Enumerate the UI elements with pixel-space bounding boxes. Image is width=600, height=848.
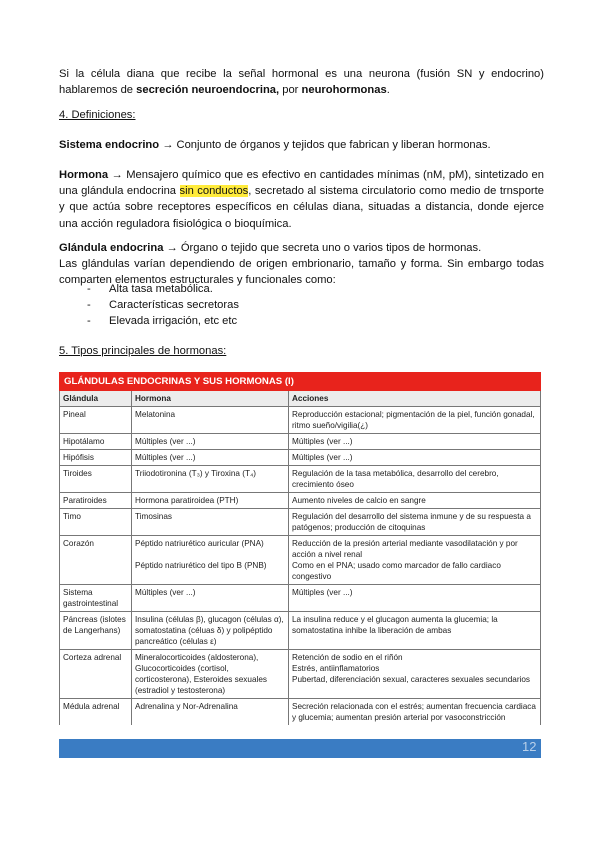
- highlighted-text: sin conductos: [179, 185, 249, 198]
- intro-bold-2: neurohormonas: [301, 84, 387, 97]
- cell-glandula: Timo: [60, 509, 132, 536]
- section-4-heading: 4. Definiciones:: [59, 109, 136, 121]
- cell-acciones: Reducción de la presión arterial mediante vasodilatación y por acción a nivel renal Como en el PNA; usado como marcador de fallo cardiaco congestivo: [289, 536, 541, 585]
- section-5-heading: 5. Tipos principales de hormonas:: [59, 345, 227, 357]
- cell-glandula: Hipotálamo: [60, 434, 132, 450]
- cell-acciones: Aumento niveles de calcio en sangre: [289, 493, 541, 509]
- arrow: →: [163, 242, 181, 254]
- cell-acciones: La insulina reduce y el glucagon aumenta la glucemia; la somatostatina inhibe la liberación de ambas: [289, 612, 541, 650]
- def-text: Conjunto de órganos y tejidos que fabrican y liberan hormonas.: [176, 139, 491, 151]
- cell-acciones: Regulación del desarrollo del sistema inmune y de su respuesta a patógenos; producción de citoquinas: [289, 509, 541, 536]
- def-sistema-endocrino: [59, 137, 544, 153]
- list-item-text: Características secretoras: [109, 299, 239, 311]
- cell-hormona: Insulina (células β), glucagon (células α), somatostatina (céluas δ) y polipéptido pancreático (células ε): [132, 612, 289, 650]
- table-header-row: [60, 391, 541, 407]
- term-sistema: Sistema endocrino: [59, 139, 160, 151]
- intro-bold-1: secreción neuroendocrina,: [136, 84, 280, 97]
- cell-acciones: Retención de sodio en el riñón Estrés, antiinflamatorios Pubertad, diferenciación sexual, caracteres sexuales secundarios: [289, 650, 541, 699]
- hormones-table: [59, 372, 541, 725]
- list-item-text: Elevada irrigación, etc etc: [109, 315, 238, 327]
- cell-glandula: Pineal: [60, 407, 132, 434]
- cell-hormona: Timosinas: [132, 509, 289, 536]
- dash-icon: -: [87, 315, 91, 327]
- cell-acciones: Múltiples (ver ...): [289, 450, 541, 466]
- cell-acciones: Reproducción estacional; pigmentación de la piel, función gonadal, ritmo sueño/vigilia(¿): [289, 407, 541, 434]
- table-body: [60, 407, 541, 726]
- cell-hormona: Melatonina: [132, 407, 289, 434]
- column-header-glandula: Glándula: [60, 391, 132, 407]
- table-row: [60, 466, 541, 493]
- def-text: Mensajero químico que es efectivo en cantidades mínimas (nM, pM), sintetizado en una glándula endocrina: [59, 169, 545, 198]
- column-header-acciones: Acciones: [289, 391, 541, 407]
- list-item: [59, 297, 239, 313]
- cell-acciones: Secreción relacionada con el estrés; aumentan frecuencia cardiaca y glucemia; aumentan presión arterial por vasoconstricción: [289, 699, 541, 726]
- table-row: [60, 407, 541, 434]
- table-row: [60, 434, 541, 450]
- table-row: [60, 536, 541, 585]
- cell-hormona: Múltiples (ver ...): [132, 434, 289, 450]
- term-hormona: Hormona: [59, 169, 109, 181]
- table-row: [60, 699, 541, 726]
- intro-text: Si la célula diana que recibe la señal hormonal es una neurona (fusión SN y endocrino) hablaremos de: [59, 68, 544, 97]
- cell-hormona: Adrenalina y Nor-Adrenalina: [132, 699, 289, 726]
- intro-text-end: .: [386, 84, 390, 97]
- dash-icon: -: [87, 299, 91, 311]
- table-title-row: [60, 373, 541, 391]
- table-row: [60, 450, 541, 466]
- cell-hormona: Triiodotironina (T₃) y Tiroxina (T₄): [132, 466, 289, 493]
- list-item: [59, 281, 239, 297]
- cell-glandula: Tiroides: [60, 466, 132, 493]
- cell-hormona: Múltiples (ver ...): [132, 585, 289, 612]
- def-text-2: Las glándulas varían dependiendo de origen embrionario, tamaño y forma. Sin embargo todas comparten elementos estructurales y funcionales como:: [59, 258, 544, 287]
- list-item: [59, 313, 239, 329]
- page-number: 12: [522, 739, 537, 754]
- list-item-text: Alta tasa metabólica.: [109, 283, 213, 295]
- cell-glandula: Corteza adrenal: [60, 650, 132, 699]
- def-text: Órgano o tejido que secreta uno o varios tipos de hormonas.: [180, 242, 482, 254]
- arrow: →: [108, 169, 127, 181]
- cell-hormona: Hormona paratiroidea (PTH): [132, 493, 289, 509]
- cell-hormona: Múltiples (ver ...): [132, 450, 289, 466]
- cell-glandula: Páncreas (islotes de Langerhans): [60, 612, 132, 650]
- table-row: [60, 612, 541, 650]
- table-row: [60, 493, 541, 509]
- def-text-2: , secretado al sistema circulatorio como medio de trnsporte y que actúa sobre receptores específicos en células diana, situadas a distancia, donde ejerce una acción reguladora fisiológica o bioquímica.: [59, 185, 544, 230]
- arrow: →: [159, 139, 177, 151]
- cell-glandula: Hipófisis: [60, 450, 132, 466]
- cell-acciones: Múltiples (ver ...): [289, 434, 541, 450]
- cell-glandula: Médula adrenal: [60, 699, 132, 726]
- cell-hormona: Mineralocorticoides (aldosterona), Glucocorticoides (cortisol, corticosterona), Esteroides sexuales (estradiol y testosterona): [132, 650, 289, 699]
- table-row: [60, 585, 541, 612]
- cell-hormona: Péptido natriurético auricular (PNA) Péptido natriurético del tipo B (PNB): [132, 536, 289, 585]
- intro-paragraph: [59, 66, 544, 98]
- features-list: [59, 281, 239, 329]
- table-row: [60, 650, 541, 699]
- column-header-hormona: Hormona: [132, 391, 289, 407]
- cell-acciones: Regulación de la tasa metabólica, desarrollo del cerebro, crecimiento óseo: [289, 466, 541, 493]
- footer-band: [59, 739, 541, 758]
- table-title: GLÁNDULAS ENDOCRINAS Y SUS HORMONAS (I): [60, 373, 541, 391]
- intro-text-mid: por: [279, 84, 302, 97]
- cell-glandula: Corazón: [60, 536, 132, 585]
- cell-glandula: Paratiroides: [60, 493, 132, 509]
- table-row: [60, 509, 541, 536]
- cell-acciones: Múltiples (ver ...): [289, 585, 541, 612]
- def-hormona: [59, 167, 544, 232]
- term-glandula: Glándula endocrina: [59, 242, 164, 254]
- dash-icon: -: [87, 283, 91, 295]
- cell-glandula: Sistema gastrointestinal: [60, 585, 132, 612]
